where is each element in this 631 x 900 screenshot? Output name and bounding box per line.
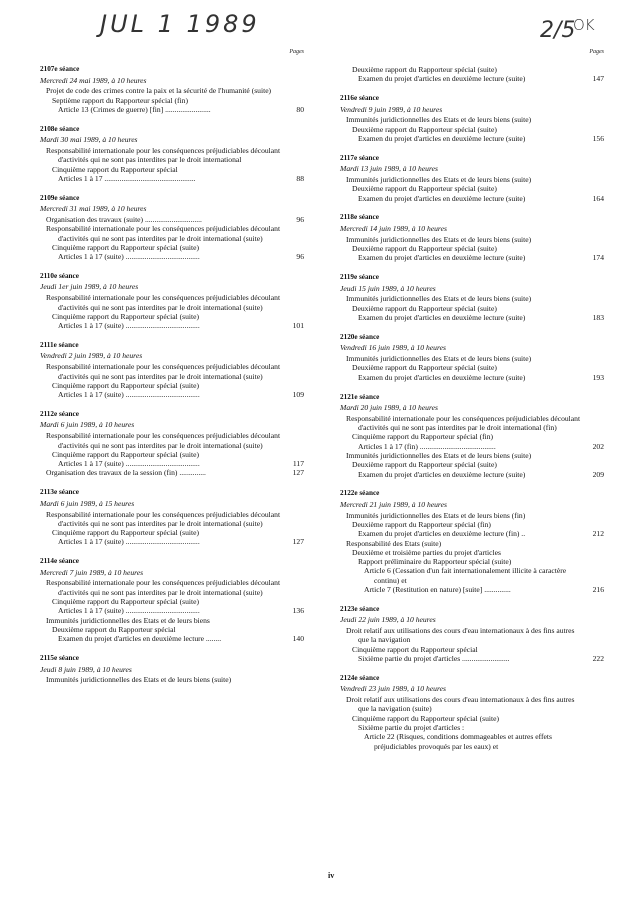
session-date: Jeudi 8 juin 1989, à 10 heures: [40, 664, 132, 674]
entry-page: 147: [592, 74, 604, 84]
toc-entry: [340, 294, 604, 303]
entry-page: 127: [292, 537, 304, 547]
session-date: Vendredi 16 juin 1989, à 10 heures: [340, 343, 446, 353]
toc-entry: [40, 450, 304, 459]
toc-entry: [340, 470, 604, 479]
toc-entry: [40, 675, 304, 684]
entry-text: Articles 1 à 17 (suite) .......................................: [58, 390, 200, 400]
toc-entry: [340, 244, 604, 253]
entry-page: 156: [592, 133, 604, 143]
session-date: Mercredi 24 mai 1989, à 10 heures: [40, 75, 147, 85]
entry-text: Deuxième rapport du Rapporteur spécial (fin): [352, 520, 491, 529]
entry-text: Deuxième rapport du Rapporteur spécial (suite): [352, 124, 497, 134]
entry-text: Examen du projet d'articles en deuxième lecture (suite): [358, 313, 526, 323]
entry-page: 127: [292, 468, 304, 478]
entry-page: 183: [592, 313, 604, 323]
toc-entry: [40, 634, 304, 643]
session-date: Vendredi 2 juin 1989, à 10 heures: [40, 351, 143, 361]
toc-entry: [340, 520, 604, 529]
entry-page: 80: [296, 104, 304, 114]
session-date: Mercredi 31 mai 1989, à 10 heures: [40, 204, 147, 214]
session-title: 2117e séance: [340, 153, 379, 162]
entry-text: Responsabilité internationale pour les conséquences préjudiciables découlant d'activités qui ne sont pas interdites par le droit international (suite): [46, 578, 281, 597]
entry-text: Articles 1 à 17 (suite) .......................................: [58, 252, 200, 262]
entry-text: Articles 1 à 17 (suite) .......................................: [58, 321, 200, 331]
entry-page: 101: [292, 321, 304, 331]
session-block: [340, 65, 604, 84]
toc-entry: [340, 175, 604, 184]
toc-entry: [340, 432, 604, 441]
toc-entry: [340, 414, 604, 433]
entry-text: Organisation des travaux de la session (fin) ..............: [46, 468, 206, 478]
session-title: 2114e séance: [40, 557, 79, 566]
entry-text: Responsabilité internationale pour les conséquences préjudiciables découlant d'activités qui ne sont pas interdites par le droit international (suite): [46, 293, 281, 312]
toc-entry: [340, 714, 604, 723]
session-date: Mercredi 7 juin 1989, à 10 heures: [40, 567, 144, 577]
session-block: [40, 65, 304, 114]
entry-text: Responsabilité internationale pour les conséquences préjudiciables découlant d'activités qui ne sont pas interdites par le droit international (suite): [46, 362, 281, 381]
entry-page: 209: [592, 469, 604, 479]
entry-text: Responsabilité internationale pour les conséquences préjudiciables découlant d'activités qui ne sont pas interdites par le droit international (suite): [46, 224, 281, 243]
entry-text: Immunités juridictionnelles des Etats et de leurs biens (suite): [346, 115, 532, 125]
toc-entry: [340, 723, 604, 732]
entry-text: Cinquième rapport du Rapporteur spécial: [52, 164, 178, 174]
session-date: Mercredi 14 juin 1989, à 10 heures: [340, 223, 447, 233]
entry-text: Immunités juridictionnelles des Etats et de leurs biens (suite): [346, 354, 532, 364]
entry-page: 212: [592, 529, 604, 539]
entry-text: Rapport préliminaire du Rapporteur spécial (suite): [358, 557, 512, 567]
entry-text: Article 22 (Risques, conditions dommageables et autres effets préjudiciables provoqués par les eaux) et: [364, 732, 552, 751]
session-title: 2112e séance: [40, 409, 79, 418]
entry-text: Article 13 (Crimes de guerre) [fin] ........................: [58, 104, 211, 114]
entry-text: Examen du projet d'articles en deuxième lecture (suite): [358, 469, 526, 479]
session-block: [340, 213, 604, 262]
entry-text: Immunités juridictionnelles des Etats et de leurs biens (suite): [346, 294, 532, 304]
session-title: 2119e séance: [340, 273, 379, 282]
pages-header-right: Pages: [589, 49, 604, 55]
toc-entry: [40, 431, 304, 450]
entry-text: Deuxième rapport du Rapporteur spécial (suite): [352, 184, 497, 194]
session-date: Mardi 13 juin 1989, à 10 heures: [340, 164, 438, 174]
handwritten-date: JUL 1 1989: [100, 10, 260, 38]
toc-entry: [340, 557, 604, 566]
session-block: [40, 272, 304, 330]
toc-entry: [340, 194, 604, 203]
entry-page: 117: [292, 459, 304, 469]
entry-text: Cinquième rapport du Rapporteur spécial (suite): [52, 242, 199, 252]
session-title: 2113e séance: [40, 488, 79, 497]
session-date: Jeudi 22 juin 1989, à 10 heures: [340, 615, 436, 625]
entry-text: Droit relatif aux utilisations des cours d'eau internationaux à des fins autres que la navigation: [346, 626, 575, 645]
session-title: 2120e séance: [340, 332, 380, 341]
entry-text: Droit relatif aux utilisations des cours d'eau internationaux à des fins autres que la navigation (suite): [346, 695, 575, 714]
entry-text: Immunités juridictionnelles des Etats et de leurs biens (suite): [346, 175, 532, 185]
toc-entry: [40, 597, 304, 606]
entry-text: Sixième partie du projet d'articles :: [358, 723, 465, 733]
toc-entry: [40, 293, 304, 312]
entry-page: 216: [592, 585, 604, 595]
toc-entry: [340, 645, 604, 654]
entry-page: 96: [296, 252, 304, 262]
toc-entry: [340, 511, 604, 520]
toc-entry: [340, 354, 604, 363]
session-block: [340, 393, 604, 479]
entry-page: 109: [292, 390, 304, 400]
toc-entry: [40, 459, 304, 468]
session-block: [340, 489, 604, 594]
entry-text: Examen du projet d'articles en deuxième lecture (fin) ..: [358, 529, 526, 539]
toc-entry: [340, 313, 604, 322]
session-title: 2122e séance: [340, 489, 380, 498]
handwritten-ok-mark: OK: [573, 16, 595, 34]
pages-header-left: Pages: [289, 49, 304, 55]
toc-entry: [40, 390, 304, 399]
entry-text: Examen du projet d'articles en deuxième lecture (suite): [358, 133, 526, 143]
entry-text: Septième rapport du Rapporteur spécial (fin): [52, 95, 189, 105]
toc-entry: [40, 537, 304, 546]
session-title: 2108e séance: [40, 124, 80, 133]
entry-text: Cinquième rapport du Rapporteur spécial (suite): [352, 713, 499, 723]
entry-text: Deuxième rapport du Rapporteur spécial (suite): [352, 460, 497, 470]
right-column: [340, 50, 604, 751]
entry-text: Article 6 (Cessation d'un fait internationalement illicite à caractère continu) et: [364, 566, 567, 585]
session-block: [340, 273, 604, 322]
session-block: [40, 410, 304, 478]
toc-entry: [340, 363, 604, 372]
session-date: Mardi 30 mai 1989, à 10 heures: [40, 135, 138, 145]
toc-entry: [40, 86, 304, 95]
entry-text: Cinquième rapport du Rapporteur spécial: [352, 644, 478, 654]
session-title: 2115e séance: [40, 654, 79, 663]
entry-page: 136: [292, 606, 304, 616]
toc-entry: [40, 165, 304, 174]
entry-text: Articles 1 à 17 (suite) .......................................: [58, 537, 200, 547]
entry-text: Cinquième rapport du Rapporteur spécial (suite): [52, 597, 199, 607]
toc-entry: [340, 373, 604, 382]
toc-entry: [40, 105, 304, 114]
session-block: [40, 125, 304, 183]
session-date: Vendredi 23 juin 1989, à 10 heures: [340, 684, 446, 694]
entry-text: Cinquième rapport du Rapporteur spécial (fin): [352, 432, 494, 442]
toc-entry: [40, 96, 304, 105]
entry-page: 222: [592, 654, 604, 664]
toc-entry: [40, 252, 304, 261]
session-block: [40, 654, 304, 685]
toc-entry: [340, 548, 604, 557]
entry-text: Examen du projet d'articles en deuxième lecture (suite): [358, 372, 526, 382]
entry-text: Cinquième rapport du Rapporteur spécial (suite): [52, 528, 199, 538]
entry-text: Deuxième rapport du Rapporteur spécial (suite): [352, 244, 497, 254]
entry-text: Articles 1 à 17 (fin) ........................................: [358, 441, 496, 451]
toc-entry: [340, 134, 604, 143]
session-title: 2123e séance: [340, 604, 380, 613]
entry-text: Responsabilité internationale pour les conséquences préjudiciables découlant d'activités qui ne sont pas interdites par le droit international (suite): [46, 509, 281, 528]
toc-entry: [40, 468, 304, 477]
session-title: 2124e séance: [340, 673, 380, 682]
entry-text: Cinquième rapport du Rapporteur spécial (suite): [52, 311, 199, 321]
entry-page: 174: [592, 253, 604, 263]
toc-entry: [40, 312, 304, 321]
entry-text: Examen du projet d'articles en deuxième lecture (suite): [358, 193, 526, 203]
toc-entry: [40, 616, 304, 625]
entry-text: Deuxième et troisième parties du projet d'articles: [352, 547, 501, 557]
toc-entry: [340, 695, 604, 714]
entry-text: Article 7 (Restitution en nature) [suite] ..............: [364, 585, 511, 595]
session-date: Mardi 6 juin 1989, à 15 heures: [40, 498, 135, 508]
session-date: Mardi 6 juin 1989, à 10 heures: [40, 420, 135, 430]
entry-text: Immunités juridictionnelles des Etats et de leurs biens (suite): [346, 234, 532, 244]
entry-text: Responsabilité des Etats (suite): [346, 538, 442, 548]
entry-page: 88: [296, 173, 304, 183]
entry-text: Immunités juridictionnelles des Etats et de leurs biens (suite): [46, 675, 232, 685]
entry-text: Responsabilité internationale pour les conséquences préjudiciables découlant d'activités qui ne sont pas interdites par le droit international (suite): [46, 431, 281, 450]
toc-entry: [340, 442, 604, 451]
session-block: [340, 333, 604, 382]
page-number: iv: [328, 871, 335, 880]
session-title: 2107e séance: [40, 65, 80, 73]
toc-entry: [340, 585, 604, 594]
entry-text: Examen du projet d'articles en deuxième lecture (suite): [358, 253, 526, 263]
toc-entry: [40, 224, 304, 243]
entry-text: Articles 1 à 17 ................................................: [58, 173, 196, 183]
session-block: [340, 605, 604, 663]
toc-entry: [40, 243, 304, 252]
toc-entry: [40, 381, 304, 390]
toc-entry: [340, 253, 604, 262]
toc-entry: [340, 451, 604, 460]
entry-page: 202: [592, 441, 604, 451]
entry-page: 96: [296, 214, 304, 224]
toc-entry: [340, 566, 604, 585]
entry-text: Responsabilité internationale pour les conséquences préjudiciables découlant d'activités qui ne sont pas interdites par le droit international: [46, 145, 281, 165]
entry-text: Cinquième rapport du Rapporteur spécial (suite): [52, 449, 199, 459]
entry-text: Immunités juridictionnelles des Etats et de leurs biens (fin): [346, 510, 526, 520]
toc-entry: [340, 626, 604, 645]
entry-text: Examen du projet d'articles en deuxième lecture ........: [58, 634, 222, 644]
toc-entry: [340, 74, 604, 83]
session-block: [40, 557, 304, 643]
toc-entry: [340, 460, 604, 469]
entry-text: Responsabilité internationale pour les conséquences préjudiciables découlant d'activités qui ne sont pas interdites par le droit international (fin): [346, 413, 581, 433]
session-title: 2110e séance: [40, 271, 79, 280]
left-column: [40, 50, 304, 685]
session-block: [340, 674, 604, 751]
toc-entry: [340, 235, 604, 244]
entry-page: 164: [592, 193, 604, 203]
toc-entry: [40, 174, 304, 183]
toc-entry: [340, 529, 604, 538]
entry-text: Articles 1 à 17 (suite) .......................................: [58, 606, 200, 616]
toc-entry: [40, 215, 304, 224]
toc-entry: [340, 115, 604, 124]
toc-entry: [340, 732, 604, 751]
session-title: 2109e séance: [40, 193, 80, 202]
toc-entry: [40, 321, 304, 330]
toc-entry: [40, 606, 304, 615]
session-date: Mercredi 21 juin 1989, à 10 heures: [340, 499, 447, 509]
toc-entry: [40, 510, 304, 529]
entry-text: Sixième partie du projet d'articles .........................: [358, 654, 510, 664]
session-title: 2111e séance: [40, 340, 79, 349]
toc-entry: [340, 654, 604, 663]
entry-page: 140: [292, 634, 304, 644]
session-date: Mardi 20 juin 1989, à 10 heures: [340, 403, 438, 413]
entry-text: Projet de code des crimes contre la paix et la sécurité de l'humanité (suite): [46, 86, 272, 96]
session-block: [340, 94, 604, 143]
toc-entry: [340, 304, 604, 313]
session-title: 2121e séance: [340, 392, 380, 401]
toc-entry: [40, 528, 304, 537]
session-date: Vendredi 9 juin 1989, à 10 heures: [340, 104, 443, 114]
entry-text: Cinquième rapport du Rapporteur spécial (suite): [52, 380, 199, 390]
entry-text: Immunités juridictionnelles des Etats et de leurs biens (suite): [346, 451, 532, 461]
session-title: 2116e séance: [340, 94, 379, 103]
toc-entry: [40, 625, 304, 634]
entry-text: Deuxième rapport du Rapporteur spécial: [52, 624, 176, 634]
session-block: [40, 341, 304, 399]
toc-entry: [340, 125, 604, 134]
entry-text: Organisation des travaux (suite) ..............................: [46, 214, 202, 224]
session-block: [340, 154, 604, 203]
session-date: Jeudi 15 juin 1989, à 10 heures: [340, 283, 436, 293]
entry-text: Deuxième rapport du Rapporteur spécial (suite): [352, 303, 497, 313]
entry-text: Deuxième rapport du Rapporteur spécial (suite): [352, 65, 497, 74]
session-date: Jeudi 1er juin 1989, à 10 heures: [40, 282, 139, 292]
toc-entry: [40, 146, 304, 165]
entry-page: 193: [592, 372, 604, 382]
session-block: [40, 194, 304, 262]
session-title: 2118e séance: [340, 213, 379, 222]
toc-entry: [340, 184, 604, 193]
handwritten-fraction: 2/5: [540, 18, 576, 43]
toc-entry: [40, 578, 304, 597]
toc-entry: [340, 539, 604, 548]
entry-text: Immunités juridictionnelles des Etats et de leurs biens: [46, 615, 210, 625]
entry-text: Articles 1 à 17 (suite) .......................................: [58, 459, 200, 469]
session-block: [40, 488, 304, 546]
toc-entry: [340, 65, 604, 74]
toc-entry: [40, 362, 304, 381]
entry-text: Deuxième rapport du Rapporteur spécial (suite): [352, 363, 497, 373]
entry-text: Examen du projet d'articles en deuxième lecture (suite): [358, 74, 526, 84]
